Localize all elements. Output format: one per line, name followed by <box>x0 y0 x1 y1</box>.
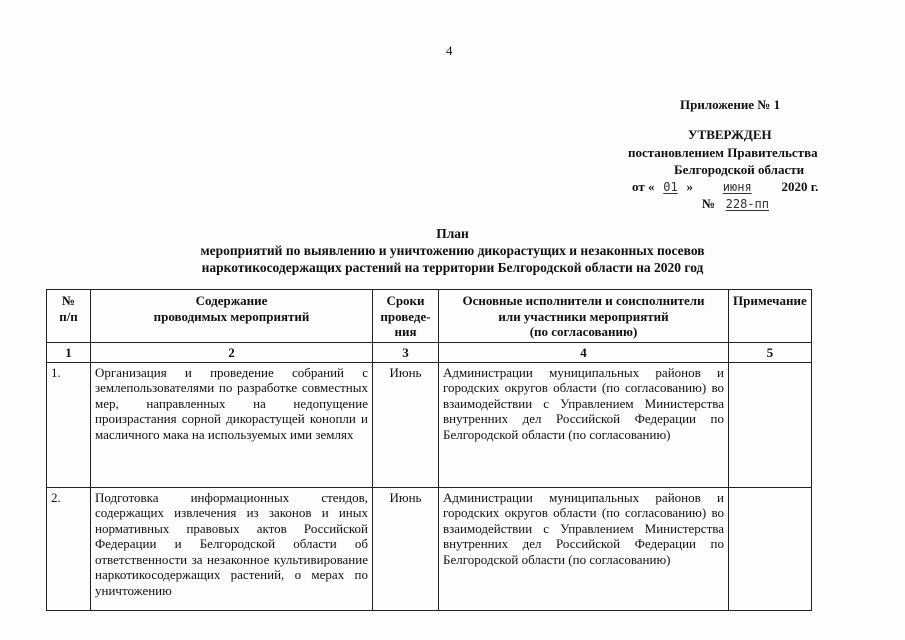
header-term-line-1: Сроки <box>386 293 425 308</box>
header-executors-line-2: или участники мероприятий <box>498 308 669 324</box>
row-note <box>729 487 812 610</box>
header-note-line-1: Примечание <box>733 293 807 308</box>
row-executors: Администрации муниципальных районов и городских округов области (по согласованию) во взаимодействии с Управлением Министерства внутренних дел Российской Федерации по Белгородской области (по согласованию) <box>439 362 729 487</box>
appendix-label: Приложение № 1 <box>680 97 781 112</box>
approved-by: постановлением Правительства <box>628 145 818 160</box>
row-term: Июнь <box>373 487 439 610</box>
date-year: 2020 г. <box>781 179 819 194</box>
approval-date <box>632 178 818 196</box>
column-number: 5 <box>729 342 812 362</box>
row-content: Подготовка информационных стендов, содержащих извлечения из законов и иных нормативных правовых актов Российской Федерации и Белгородской области об ответственности за незаконное культивирование наркотикосодержащих растений, о мерах по уничтожению <box>91 487 373 610</box>
header-content-line-1: Содержание <box>195 293 268 308</box>
date-month: июня <box>722 180 752 194</box>
events-table <box>46 289 812 611</box>
header-content-line-2: проводимых мероприятий <box>153 308 310 324</box>
number-prefix: № <box>702 196 716 211</box>
table-row <box>47 487 812 610</box>
page-number: 4 <box>446 43 453 58</box>
column-number-row <box>47 342 812 362</box>
date-prefix: от « <box>632 179 655 194</box>
header-note <box>729 290 812 343</box>
plan-title: План <box>436 226 469 241</box>
date-mid: » <box>686 179 693 194</box>
row-number: 2. <box>47 487 91 610</box>
header-executors-line-1: Основные исполнители и соисполнители <box>462 293 705 308</box>
header-content <box>91 290 373 343</box>
plan-heading <box>120 225 785 276</box>
number-value: 228-пп <box>725 197 769 211</box>
row-note <box>729 362 812 487</box>
row-content: Организация и проведение собраний с землепользователями по разработке совместных мер, направленных на недопущение произрастания сорной дикорастущей конопли и масличного мака на используемых ими землях <box>91 362 373 487</box>
header-number-line-2: п/п <box>59 308 78 324</box>
row-term: Июнь <box>373 362 439 487</box>
table-header-row <box>47 290 812 343</box>
column-number: 2 <box>91 342 373 362</box>
header-executors-line-3: (по согласованию) <box>529 324 638 339</box>
approved-region: Белгородской области <box>674 162 805 177</box>
plan-subtitle-line-2: наркотикосодержащих растений на территории Белгородской области на 2020 год <box>201 260 704 275</box>
row-number: 1. <box>47 362 91 487</box>
row-executors: Администрации муниципальных районов и городских округов области (по согласованию) во взаимодействии с Управлением Министерства внутренних дел Российской Федерации по Белгородской области (по согласованию) <box>439 487 729 610</box>
header-term-line-2: проведе- <box>380 308 431 324</box>
header-number <box>47 290 91 343</box>
header-term <box>373 290 439 343</box>
approved-title: УТВЕРЖДЕН <box>688 127 772 142</box>
column-number: 4 <box>439 342 729 362</box>
header-term-line-3: ния <box>394 324 417 339</box>
column-number: 3 <box>373 342 439 362</box>
header-number-line-1: № <box>61 293 76 308</box>
column-number: 1 <box>47 342 91 362</box>
approval-number <box>702 195 776 213</box>
header-executors <box>439 290 729 343</box>
date-day: 01 <box>663 180 678 194</box>
table-row <box>47 362 812 487</box>
plan-subtitle-line-1: мероприятий по выявлению и уничтожению дикорастущих и незаконных посевов <box>200 243 705 258</box>
